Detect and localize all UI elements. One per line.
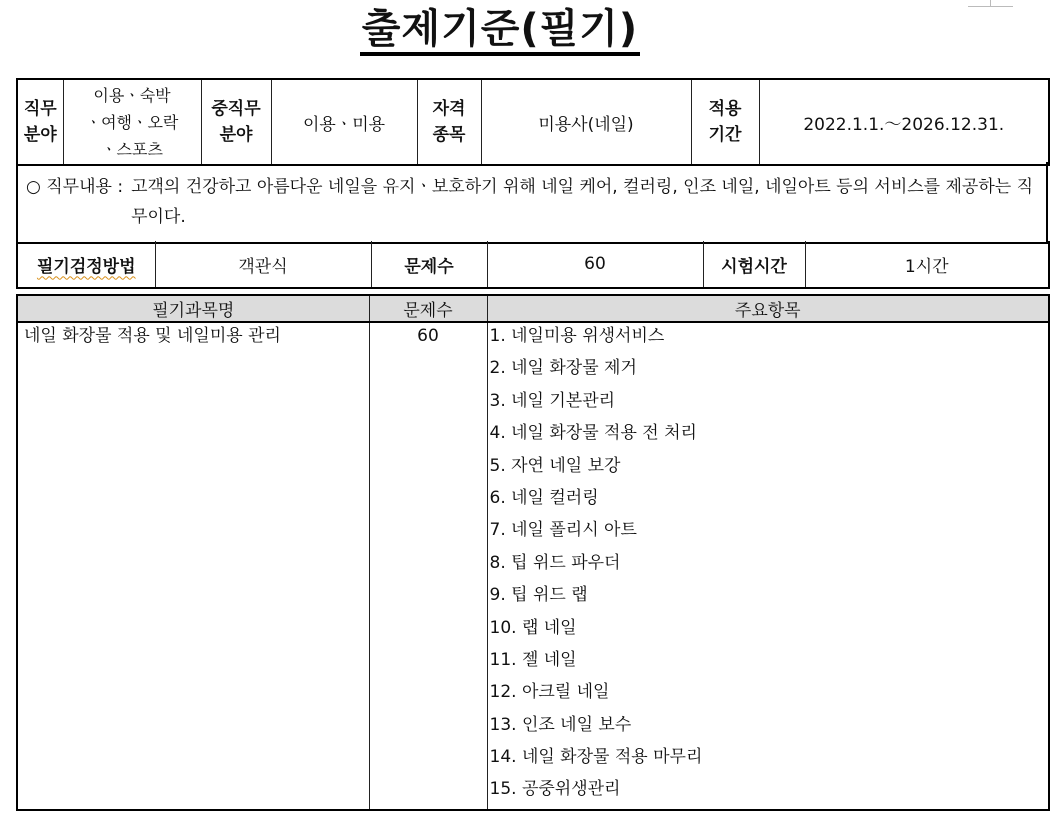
period-label: 적용 기간 [691,79,759,165]
list-item: 6. 네일 컬러링 [489,487,599,508]
list-item: 14. 네일 화장물 적용 마무리 [489,747,703,768]
exam-info-table [16,241,1050,289]
list-item: 5. 자연 네일 보강 [489,455,621,476]
job-description-label: ○ 직무내용 : [26,177,124,197]
list-item: 1. 네일미용 위생서비스 [489,326,665,346]
list-item: 3. 네일 기본관리 [489,390,616,411]
exam-method-label: 필기검정방법 [17,241,155,288]
sub-field-value: 이용ㆍ미용 [271,79,417,165]
list-item: 4. 네일 화장물 적용 전 처리 [489,423,697,444]
job-description-table [16,162,1048,244]
subject-count: 60 [369,322,487,810]
job-field-value: 이용ㆍ숙박 ㆍ여행ㆍ오락 ㆍ스포츠 [63,79,201,165]
list-item: 7. 네일 폴리시 아트 [489,520,637,541]
subject-name-header: 필기과목명 [17,295,369,322]
list-item: 15. 공중위생관리 [489,779,621,800]
job-field-label: 직무 분야 [17,79,63,165]
question-count-value: 60 [487,241,703,288]
list-item: 2. 네일 화장물 제거 [489,358,637,379]
subject-count-header: 문제수 [369,295,487,322]
job-description-text: 고객의 건강하고 아름다운 네일을 유지ㆍ보호하기 위해 네일 케어, 컬러링, 인조 네일, 네일아트 등의 서비스를 제공하는 직무이다. [131,177,1034,227]
exam-time-value: 1시간 [805,241,1049,288]
question-count-label: 문제수 [371,241,487,288]
header-table [16,78,1050,166]
exam-time-label: 시험시간 [703,241,805,288]
list-item: 9. 팁 위드 랩 [489,585,588,606]
exam-method-value: 객관식 [155,241,371,288]
subject-name: 네일 화장물 적용 및 네일미용 관리 [17,322,369,810]
period-value: 2022.1.1.～2026.12.31. [759,79,1049,165]
main-items-list [487,322,1049,810]
list-item: 10. 랩 네일 [489,617,577,638]
subjects-table [16,294,1050,811]
job-description-cell [17,162,1047,243]
qualification-value: 미용사(네일) [481,79,691,165]
list-item: 13. 인조 네일 보수 [489,714,632,735]
sub-field-label: 중직무 분야 [201,79,271,165]
list-item: 12. 아크릴 네일 [489,682,610,703]
list-item: 8. 팁 위드 파우더 [489,552,621,573]
list-item: 11. 젤 네일 [489,649,577,670]
page-title: 출제기준(필기) [0,0,1000,58]
main-items-header: 주요항목 [487,295,1049,322]
qualification-label: 자격 종목 [417,79,481,165]
